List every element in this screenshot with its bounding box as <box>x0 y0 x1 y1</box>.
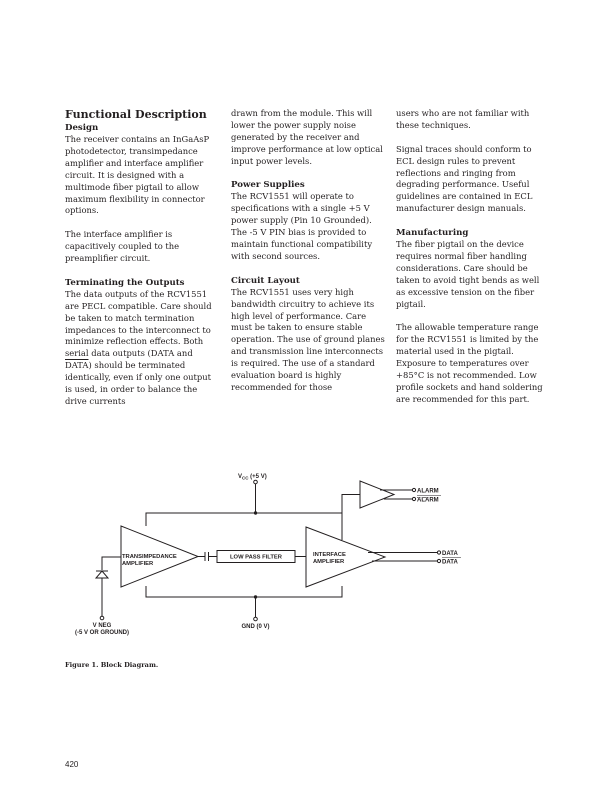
design-heading: Design <box>65 123 99 133</box>
power-supplies-paragraph: The RCV1551 will operate to specifications with a single +5 V power supply (Pin 10 Grounded). The -5 V PIN bias is provided to maintain functional compatibility with second sources. <box>231 191 373 261</box>
design-paragraph-1: The receiver contains an InGaAsP photodetector, transimpedance amplifier and interface amplifier circuit. It is designed with a multimode fiber pigtail to allow maximum flexibility in connector options. <box>65 134 210 216</box>
alarm-feed-wire <box>342 495 360 541</box>
vneg-terminal <box>100 616 104 620</box>
alarm-bar-terminal <box>412 497 415 500</box>
continued-paragraph: drawn from the module. This will lower the power supply noise generated by the receiver and improve performance at low optical input power levels. <box>231 108 383 166</box>
tia-label-line1: TRANSIMPEDANCE <box>122 554 177 560</box>
ia-label-line1: INTERFACE <box>313 552 346 558</box>
data-bar-label: DATA <box>442 559 458 566</box>
continued-paragraph-2: users who are not familiar with these techniques. <box>396 108 530 130</box>
power-rail-top <box>146 513 342 527</box>
photodiode-icon <box>96 571 108 578</box>
data-bar-terminal <box>437 559 440 562</box>
manufacturing-heading: Manufacturing <box>396 228 469 239</box>
circuit-layout-heading: Circuit Layout <box>231 275 300 286</box>
alarm-terminal <box>412 488 415 491</box>
tia-label-line2: AMPLIFIER <box>122 561 154 567</box>
photodiode-input-wire <box>102 557 121 570</box>
vneg-label-line2: (-5 V OR GROUND) <box>75 630 129 636</box>
low-pass-filter-label: LOW PASS FILTER <box>230 554 282 561</box>
signal-traces-paragraph: Signal traces should conform to ECL design rules to prevent reflections and ringing from degrading performance. Useful guidelines are contained in ECL manufacturer design manuals. <box>396 143 533 214</box>
figure-caption: Figure 1. Block Diagram. <box>65 661 159 669</box>
manufacturing-paragraph-1: The fiber pigtail on the device requires normal fiber handling considerations. Care should be taken to avoid tight bends as well as excessive tension on the fiber pigtail. <box>396 239 540 309</box>
terminating-text-b: ) should be terminated identically, even if only one output is used, in order to balance the drive currents <box>65 360 212 406</box>
ground-rail-bottom <box>146 586 342 597</box>
vneg-label-line1: V NEG <box>92 623 112 629</box>
terminating-text-a: The data outputs of the RCV1551 are PECL compatible. Care should be taken to match termination impedances to the interconnect to minimize reflection effects. Both serial data outputs (DATA and <box>65 288 212 359</box>
alarm-buffer-triangle <box>360 481 394 508</box>
gnd-label: GND (0 V) <box>241 624 270 630</box>
alarm-label: ALARM <box>417 488 439 495</box>
alarm-bar-label: ALARM <box>417 497 439 504</box>
circuit-layout-paragraph: The RCV1551 uses very high bandwidth circuitry to achieve its high level of performance. Care must be taken to ensure stable operation. The use of ground planes and transmission line interconnects is required. The use of a standard evaluation board is highly recommended for those <box>231 286 385 392</box>
data-label: DATA <box>442 550 458 557</box>
section-title: Functional Description <box>65 108 207 121</box>
page-number: 420 <box>65 760 79 769</box>
terminating-heading: Terminating the Outputs <box>65 277 185 288</box>
vcc-label: $V_{CC}$ (+5 V) <box>238 474 267 481</box>
data-terminal <box>437 551 440 554</box>
power-supplies-heading: Power Supplies <box>231 180 305 191</box>
manufacturing-paragraph-2: The allowable temperature range for the RCV1551 is limited by the material used in the pigtail. Exposure to temperatures over +85°C is not recommended. Low profile sockets and hand soldering are recommended for this part. <box>396 322 543 404</box>
design-paragraph-2: The interface amplifier is capacitively coupled to the preamplifier circuit. <box>65 229 180 264</box>
ia-label-line2: AMPLIFIER <box>313 559 345 565</box>
vcc-terminal <box>254 480 258 484</box>
data-bar-text: DATA <box>65 360 89 371</box>
gnd-terminal <box>254 617 258 621</box>
